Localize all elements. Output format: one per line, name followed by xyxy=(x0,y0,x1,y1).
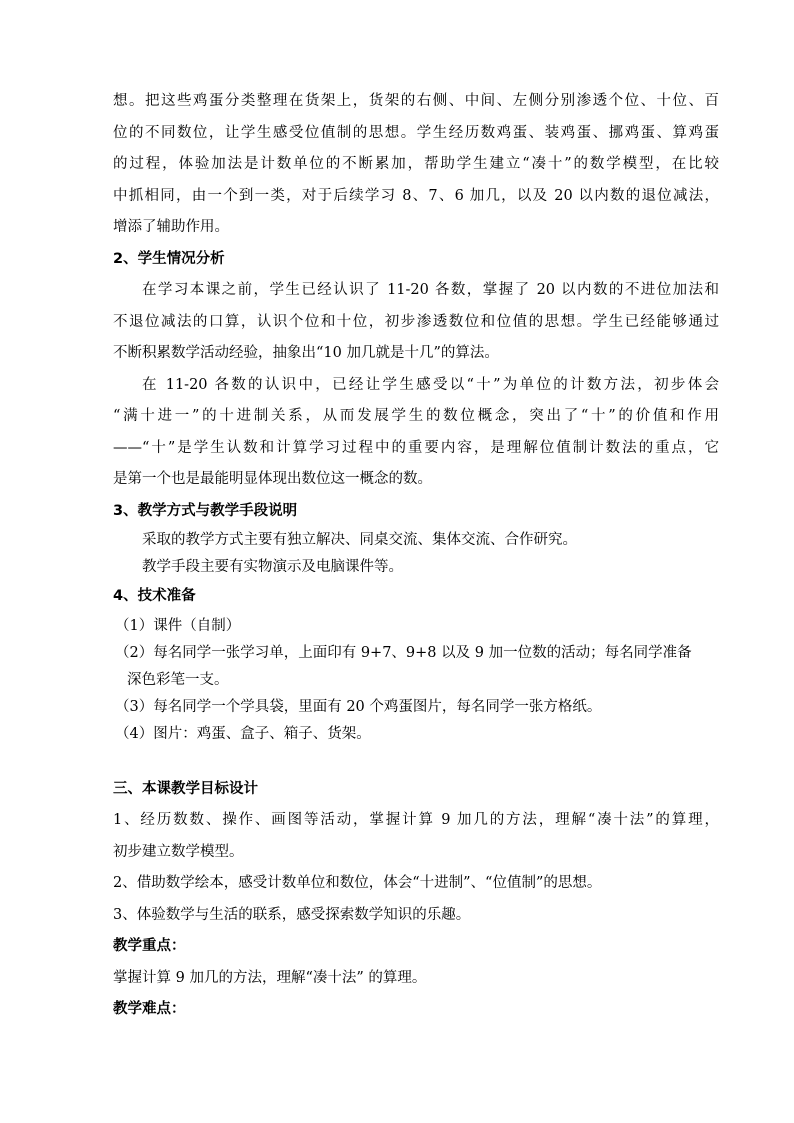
paragraph-line: ——“十”是学生认数和计算学习过程中的重要内容，是理解位值制计数法的重点，它 xyxy=(113,439,719,456)
difficulty-heading: 教学难点： xyxy=(113,1001,186,1017)
paragraph-line: 增添了辅助作用。 xyxy=(113,219,229,235)
prep-item-4: （4）图片：鸡蛋、盒子、箱子、货架。 xyxy=(115,725,371,742)
key-points-text: 掌握计算 9 加几的方法，理解“凑十法” 的算理。 xyxy=(113,969,427,986)
document-body xyxy=(113,86,719,1026)
section-heading-tech-prep: 4、技术准备 xyxy=(113,588,196,604)
teaching-method-line: 采取的教学方式主要有独立解决、同桌交流、集体交流、合作研究。 xyxy=(142,532,577,548)
paragraph-line: 在 11-20 各数的认识中，已经让学生感受以“十”为单位的计数方法，初步体会 xyxy=(142,376,719,393)
prep-item-3: （3）每名同学一个学具袋，里面有 20 个鸡蛋图片，每名同学一张方格纸。 xyxy=(115,698,602,715)
section-heading-goals: 三、本课教学目标设计 xyxy=(113,780,258,797)
goal-item-1: 1、经历数数、操作、画图等活动，掌握计算 9 加几的方法，理解“凑十法”的算理， xyxy=(113,812,719,828)
paragraph-line: “满十进一”的十进制关系，从而发展学生的数位概念，突出了“十”的价值和作用 xyxy=(113,408,719,424)
prep-item-2-continued: 深色彩笔一支。 xyxy=(127,671,229,688)
prep-item-1: （1）课件（自制） xyxy=(115,617,241,634)
paragraph-line: 在学习本课之前，学生已经认识了 11-20 各数，掌握了 20 以内数的不进位加法和 xyxy=(142,282,719,298)
intro-paragraph xyxy=(113,86,719,244)
student-analysis-paragraph-1 xyxy=(113,275,719,370)
paragraph-line: 位的不同数位，让学生感受位值制的思想。学生经历数鸡蛋、装鸡蛋、挪鸡蛋、算鸡蛋 xyxy=(113,124,719,141)
section-heading-teaching-methods: 3、教学方式与教学手段说明 xyxy=(113,502,298,519)
prep-item-2: （2）每名同学一张学习单，上面印有 9+7、9+8 以及 9 加一位数的活动；每名同学准备 xyxy=(115,644,692,661)
paragraph-line: 中抓相同，由一个到一类，对于后续学习 8、7、6 加几，以及 20 以内数的退位减法， xyxy=(113,187,719,204)
goal-item-3: 3、体验数学与生活的联系，感受探索数学知识的乐趣。 xyxy=(113,906,471,923)
student-analysis-paragraph-2 xyxy=(113,370,719,496)
spacer xyxy=(113,748,719,774)
goal-item-1-continued: 初步建立数学模型。 xyxy=(113,843,244,860)
teaching-means-line: 教学手段主要有实物演示及电脑课件等。 xyxy=(142,559,403,575)
goal-item-2: 2、借助数学绘本，感受计数单位和数位，体会“十进制”、“位值制”的思想。 xyxy=(113,875,602,891)
key-points-heading: 教学重点： xyxy=(113,938,186,954)
paragraph-line: 的过程，体验加法是计数单位的不断累加，帮助学生建立“凑十”的数学模型，在比较 xyxy=(113,156,719,172)
paragraph-line: 是第一个也是最能明显体现出数位这一概念的数。 xyxy=(113,471,432,487)
paragraph-line: 不退位减法的口算，认识个位和十位，初步渗透数位和位值的思想。学生已经能够通过 xyxy=(113,313,719,330)
paragraph-line: 想。把这些鸡蛋分类整理在货架上，货架的右侧、中间、左侧分别渗透个位、十位、百 xyxy=(113,93,719,109)
paragraph-line: 不断积累数学活动经验，抽象出“10 加几就是十几”的算法。 xyxy=(113,345,499,361)
section-heading-student-analysis: 2、学生情况分析 xyxy=(113,250,225,267)
